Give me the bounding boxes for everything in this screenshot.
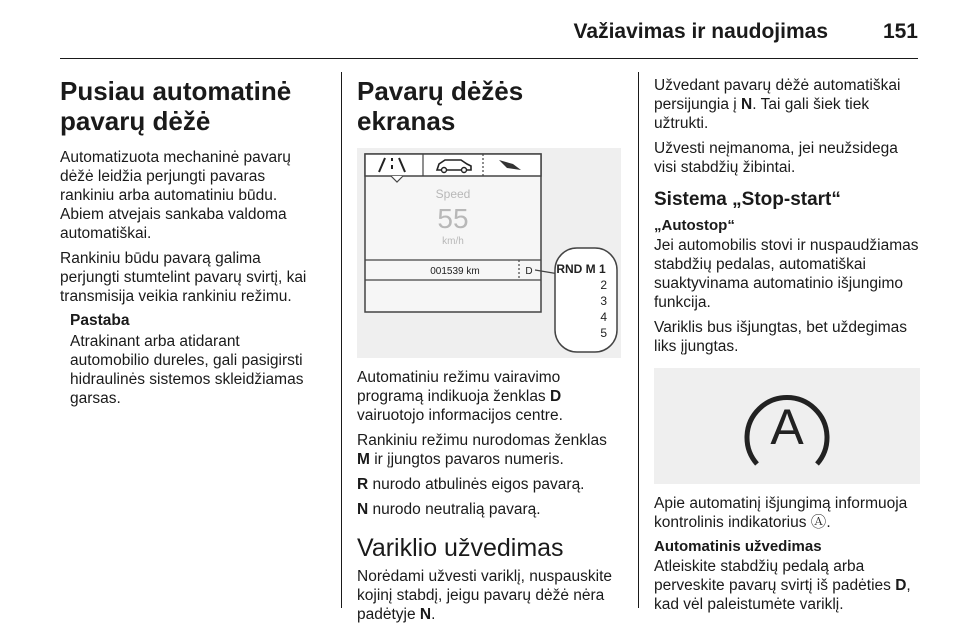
note-title: Pastaba [70, 312, 130, 329]
paragraph: Variklis bus išjungtas, bet uždegimas liks įjungtas. [654, 319, 908, 355]
gear-indicator: D [525, 266, 533, 277]
paragraph: Rankiniu būdu pavarą galima perjungti stumtelint pavarų svirtį, kai transmisija veikia rankiniu režimu. [60, 250, 307, 305]
autostop-icon-letter: A [770, 399, 804, 455]
column-3 [654, 76, 922, 620]
section-heading: Pusiau automatinė pavarų dėžė [60, 76, 292, 136]
text: nurodo neutralią pavarą. [368, 501, 541, 518]
paragraph [357, 500, 619, 519]
column-2 [357, 76, 619, 630]
paragraph [654, 494, 922, 532]
header-title: Važiavimas ir naudojimas [573, 20, 828, 43]
column-1 [60, 76, 322, 414]
text: ir įjungtos pavaros numeris. [369, 451, 564, 468]
section-heading: Pavarų dėžės ekranas [357, 76, 524, 136]
text: nurodo atbulinės eigos pavarą. [368, 476, 585, 493]
gear-number: 4 [600, 310, 607, 324]
speed-unit: km/h [442, 236, 464, 247]
note-box [70, 312, 322, 408]
key-letter: D [895, 577, 907, 594]
subheading: Automatinis užvedimas [654, 538, 822, 555]
speed-value: 55 [437, 203, 469, 234]
gear-number: 2 [600, 278, 607, 292]
text: Užvedant pavarų dėžė automatiškai persijungia į [654, 77, 901, 113]
speed-label: Speed [435, 187, 471, 201]
autostop-indicator-figure [654, 368, 920, 484]
subheading: „Autostop“ [654, 217, 735, 234]
odometer-readout: 001539 km [430, 266, 480, 277]
column-divider [638, 72, 639, 608]
text: . [431, 606, 436, 623]
autostop-icon [654, 368, 920, 484]
key-letter: N [419, 606, 432, 623]
text: . Tai gali šiek tiek užtrukti. [654, 96, 870, 132]
header-rule [60, 58, 918, 59]
gear-number: 3 [600, 294, 607, 308]
paragraph: Užvesti neįmanoma, jei neužsidega visi stabdžių žibintai. [654, 140, 898, 176]
gearbox-display-illustration [357, 148, 621, 358]
key-letter: R [357, 476, 369, 493]
section-heading: Sistema „Stop-start“ [654, 189, 841, 210]
gearbox-display-figure [357, 148, 621, 358]
text: vairuotojo informacijos centre. [357, 407, 563, 424]
text: Atleiskite stabdžių pedalą arba perveskite pavarų svirtį iš padėties [654, 558, 896, 594]
autostop-indicator-icon: Ⓐ [810, 514, 827, 531]
column-divider [341, 72, 342, 608]
text: Rankiniu režimu nurodomas ženklas [357, 432, 607, 449]
paragraph [654, 76, 922, 133]
paragraph [357, 368, 619, 425]
text: , kad vėl paleistumėte variklį. [654, 577, 911, 613]
key-letter: N [741, 96, 753, 113]
text: Norėdami užvesti variklį, nuspauskite kojinį stabdį, jeigu pavarų dėžė nėra padėtyje [357, 568, 612, 623]
paragraph [357, 431, 619, 469]
paragraph [357, 475, 619, 494]
paragraph [357, 567, 619, 624]
paragraph: Jei automobilis stovi ir nuspaudžiamas stabdžių pedalas, automatiškai suaktyvinama automatinio išjungimo funkcija. [654, 237, 919, 311]
text: . [826, 514, 831, 531]
gear-number: 5 [600, 326, 607, 340]
paragraph: Automatizuota mechaninė pavarų dėžė leidžia perjungti pavaras rankiniu arba automatiniu būdu. Abiem atvejais sankaba valdoma automatiškai. [60, 149, 291, 242]
note-text: Atrakinant arba atidarant automobilio dureles, gali pasigirsti hidraulinės sistemos skleidžiamas garsas. [70, 333, 304, 407]
key-letter: M [357, 451, 370, 468]
page-number: 151 [882, 20, 918, 43]
section-heading: Variklio užvedimas [357, 534, 564, 562]
gear-range-label: RND M 1 [556, 262, 606, 276]
text: Automatiniu režimu vairavimo programą indikuoja ženklas [357, 369, 561, 405]
key-letter: D [550, 388, 562, 405]
text: Apie automatinį išjungimą informuoja kontrolinis indikatorius [654, 495, 908, 531]
paragraph [654, 557, 922, 614]
key-letter: N [357, 501, 369, 518]
